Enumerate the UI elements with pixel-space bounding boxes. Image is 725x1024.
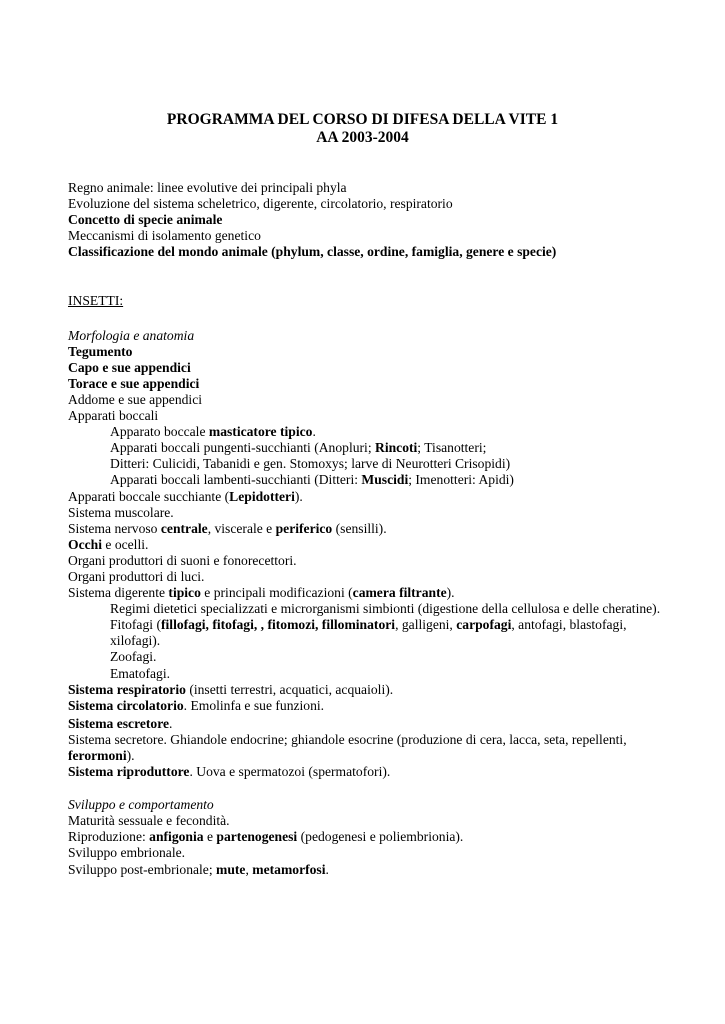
item-sistema-circolatorio: Sistema circolatorio. Emolinfa e sue funzioni. — [68, 697, 325, 713]
item-fitofagi: Fitofagi (fillofagi, fitofagi, , fitomozi, fillominatori, galligeni, carpofagi, antofagi, blastofagi, xilofagi). — [110, 617, 627, 649]
document-body — [68, 180, 668, 878]
item-apparato-masticatore: Apparato boccale masticatore tipico. — [110, 424, 316, 440]
title-line-1: PROGRAMMA DEL CORSO DI DIFESA DELLA VITE 1 — [166, 111, 559, 128]
intro-line-3: Concetto di specie animale — [68, 212, 223, 228]
item-sistema-escretore: Sistema escretore. — [68, 715, 173, 731]
item-sistema-nervoso: Sistema nervoso centrale, viscerale e periferico (sensilli). — [68, 520, 387, 536]
item-sviluppo-embrionale: Sviluppo embrionale. — [68, 845, 186, 861]
item-tegumento: Tegumento — [68, 343, 133, 359]
item-zoofagi: Zoofagi. — [110, 649, 157, 665]
item-addome: Addome e sue appendici — [68, 391, 203, 407]
item-sistema-muscolare: Sistema muscolare. — [68, 504, 174, 520]
section-heading-insetti: INSETTI: — [68, 293, 124, 309]
item-sistema-secretore: Sistema secretore. Ghiandole endocrine; ghiandole esocrine (produzione di cera, lacca, seta, repellenti, ferormoni). — [68, 731, 627, 763]
item-organi-luci: Organi produttori di luci. — [68, 568, 205, 584]
item-apparati-lambenti: Apparati boccali lambenti-succhianti (Ditteri: Muscidi; Imenotteri: Apidi) — [110, 472, 514, 488]
item-apparati-pungenti: Apparati boccali pungenti-succhianti (Anopluri; Rincoti; Tisanotteri; — [110, 440, 487, 456]
item-sistema-riproduttore: Sistema riproduttore. Uova e spermatozoi (spermatofori). — [68, 764, 391, 780]
intro-line-4: Meccanismi di isolamento genetico — [68, 228, 261, 244]
intro-line-5: Classificazione del mondo animale (phylum, classe, ordine, famiglia, genere e specie) — [68, 244, 557, 260]
item-apparato-succhiante: Apparati boccale succhiante (Lepidotteri). — [68, 488, 303, 504]
title-line-2: AA 2003-2004 — [316, 129, 409, 146]
subsection-heading-morfologia: Morfologia e anatomia — [68, 327, 195, 343]
item-maturita: Maturità sessuale e fecondità. — [68, 813, 230, 829]
subsection-heading-sviluppo: Sviluppo e comportamento — [68, 797, 214, 813]
document-title — [0, 111, 725, 147]
item-sistema-digerente: Sistema digerente tipico e principali modificazioni (camera filtrante). — [68, 585, 455, 601]
item-torace: Torace e sue appendici — [68, 375, 200, 391]
item-organi-suoni: Organi produttori di suoni e fonorecettori. — [68, 552, 297, 568]
item-capo: Capo e sue appendici — [68, 359, 191, 375]
intro-line-2: Evoluzione del sistema scheletrico, digerente, circolatorio, respiratorio — [68, 196, 453, 212]
item-ditteri: Ditteri: Culicidi, Tabanidi e gen. Stomoxys; larve di Neurotteri Crisopidi) — [110, 456, 511, 472]
item-sviluppo-post-embrionale: Sviluppo post-embrionale; mute, metamorfosi. — [68, 861, 329, 877]
item-riproduzione: Riproduzione: anfigonia e partenogenesi (pedogenesi e poliembrionia). — [68, 829, 464, 845]
item-sistema-respiratorio: Sistema respiratorio (insetti terrestri, acquatici, acquaioli). — [68, 681, 394, 697]
item-ematofagi: Ematofagi. — [110, 665, 171, 681]
item-apparati-boccali: Apparati boccali — [68, 408, 159, 424]
item-regimi-dietetici: Regimi dietetici specializzati e microrganismi simbionti (digestione della cellulosa e delle cheratine). — [110, 601, 661, 617]
item-occhi: Occhi e ocelli. — [68, 536, 149, 552]
intro-line-1: Regno animale: linee evolutive dei principali phyla — [68, 180, 347, 195]
